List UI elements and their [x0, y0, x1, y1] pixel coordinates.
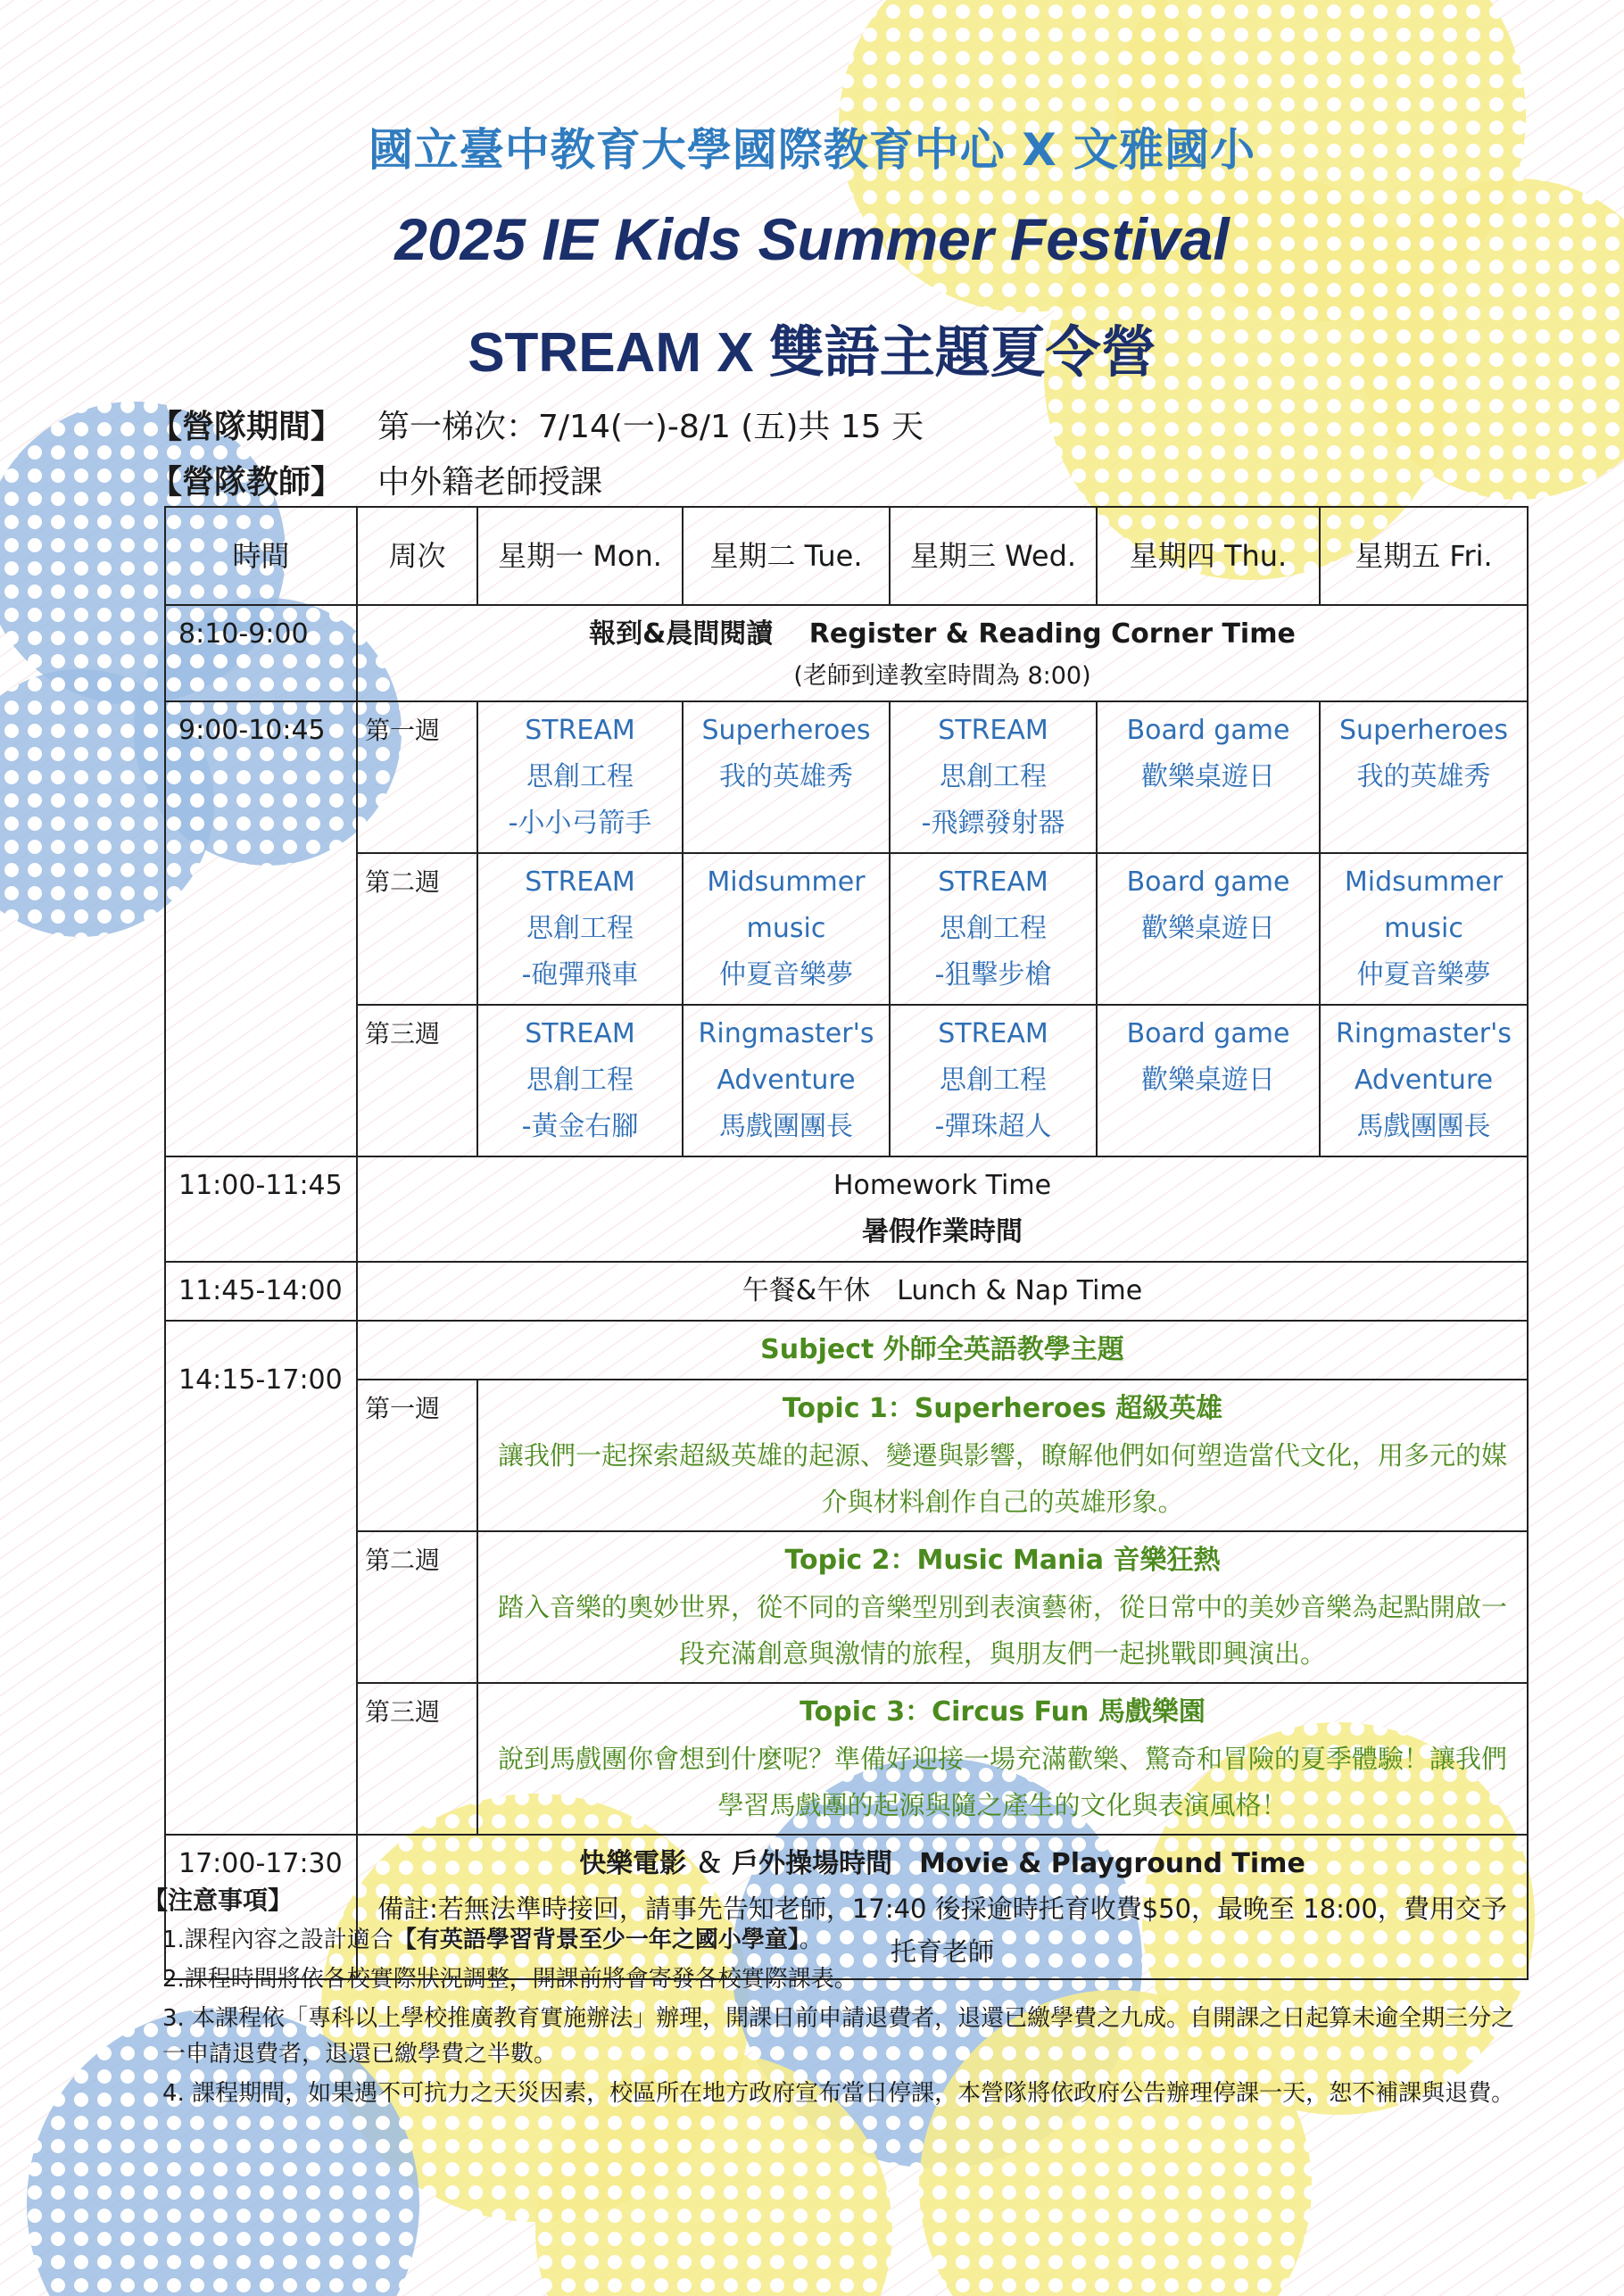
week-label: 第二週	[357, 853, 477, 1005]
header-wed: 星期三 Wed.	[890, 507, 1097, 605]
cell-line: -黃金右腳	[521, 1111, 639, 1142]
cell-line: 思創工程	[526, 1065, 634, 1096]
note-item-2: 2.課程時間將依各校實際狀況調整，開課前將會寄發各校實際課表。	[162, 1966, 858, 1993]
cell-line: Board game	[1126, 1018, 1290, 1049]
topic-title: Topic 3：Circus Fun 馬戲樂園	[800, 1696, 1206, 1728]
note-item-1	[143, 1922, 1535, 1958]
topic-title: Topic 1：Superheroes 超級英雄	[782, 1393, 1223, 1424]
cell-line: STREAM	[938, 1018, 1048, 1049]
cell-line: music	[746, 913, 826, 944]
morning-time: 9:00-10:45	[165, 701, 357, 1156]
cell-line: Board game	[1126, 866, 1290, 898]
week1-tue	[683, 701, 890, 853]
week3-thu	[1097, 1005, 1320, 1156]
week2-mon	[477, 853, 683, 1005]
event-title: 2025 IE Kids Summer Festival	[394, 206, 1230, 272]
cell-line: 歡樂桌遊日	[1141, 913, 1275, 944]
afternoon-time: 14:15-17:00	[165, 1321, 357, 1835]
table-row	[165, 701, 1528, 853]
cell-line: Adventure	[717, 1065, 856, 1096]
homework-row	[165, 1156, 1528, 1262]
week-label: 第三週	[357, 1005, 477, 1156]
table-row	[165, 1380, 1528, 1531]
cell-line: Midsummer	[707, 866, 866, 898]
note-item-3: 3. 本課程依「專科以上學校推廣教育實施辦法」辦理，開課日前申請退費者，退還已繳學費之九成。自開課之日起算未逾全期三分之一申請退費者，退還已繳學費之半數。	[162, 2005, 1515, 2068]
topic-cell	[477, 1683, 1528, 1835]
topic-cell	[477, 1531, 1528, 1683]
register-time: 8:10-9:00	[165, 605, 357, 701]
week2-fri	[1320, 853, 1528, 1005]
week-label: 第二週	[357, 1531, 477, 1683]
camp-teacher-row	[150, 457, 602, 502]
cell-line: Superheroes	[1339, 715, 1508, 746]
header-mon: 星期一 Mon.	[477, 507, 683, 605]
week1-mon	[477, 701, 683, 853]
cell-line: 馬戲團團長	[719, 1111, 853, 1142]
camp-title: STREAM X 雙語主題夏令營	[468, 322, 1156, 384]
week2-wed	[890, 853, 1097, 1005]
note-item-4: 4. 課程期間，如果遇不可抗力之天災因素，校區所在地方政府宣布當日停課，本營隊將依政府公告辦理停課一天，恕不補課與退費。	[162, 2080, 1515, 2107]
organizer-title: 國立臺中教育大學國際教育中心 X 文雅國小	[368, 124, 1256, 176]
note-item-1-suffix: 。	[799, 1927, 823, 1953]
table-row	[165, 853, 1528, 1005]
week-label: 第一週	[357, 701, 477, 853]
cell-line: STREAM	[525, 866, 635, 898]
homework-time: 11:00-11:45	[165, 1156, 357, 1262]
schedule-table	[164, 506, 1529, 1980]
cell-line: 我的英雄秀	[1356, 761, 1491, 792]
lunch-time: 11:45-14:00	[165, 1262, 357, 1321]
week2-tue	[683, 853, 890, 1005]
cell-line: STREAM	[938, 715, 1048, 746]
evening-time: 17:00-17:30	[165, 1835, 357, 1979]
cell-line: STREAM	[525, 715, 635, 746]
notes-section	[143, 1883, 1535, 2111]
cell-line: 思創工程	[526, 761, 634, 792]
cell-line: STREAM	[938, 866, 1048, 898]
week3-tue	[683, 1005, 890, 1156]
lunch-cell: 午餐&午休 Lunch & Nap Time	[357, 1262, 1528, 1321]
camp-period-value: 第一梯次：7/14(一)-8/1 (五)共 15 天	[377, 409, 924, 445]
cell-line: 思創工程	[526, 913, 634, 944]
cell-line: music	[1384, 913, 1463, 944]
afternoon-subject-row	[165, 1321, 1528, 1380]
camp-teacher-label: 【營隊教師】	[150, 464, 344, 501]
cell-line: -小小弓箭手	[508, 808, 652, 839]
homework-line-2: 暑假作業時間	[862, 1216, 1023, 1247]
cell-line: Superheroes	[701, 715, 871, 746]
topic-description: 說到馬戲團你會想到什麼呢？準備好迎接一場充滿歡樂、驚奇和冒險的夏季體驗！讓我們學習馬戲團的起源與隨之產生的文化與表演風格！	[497, 1744, 1507, 1820]
week2-thu	[1097, 853, 1320, 1005]
cell-line: 馬戲團團長	[1356, 1111, 1491, 1142]
cell-line: -砲彈飛車	[521, 959, 639, 991]
camp-period-label: 【營隊期間】	[150, 409, 344, 445]
table-row	[165, 1683, 1528, 1835]
table-row	[165, 1531, 1528, 1683]
note-item-1-emphasis: 【有英語學習背景至少一年之國小學童】	[393, 1927, 800, 1953]
cell-line: -飛鏢發射器	[921, 808, 1065, 839]
cell-line: 思創工程	[940, 1065, 1047, 1096]
camp-teacher-value: 中外籍老師授課	[377, 464, 603, 501]
homework-cell	[357, 1156, 1528, 1262]
cell-line: Ringmaster's	[1336, 1018, 1512, 1049]
cell-line: 仲夏音樂夢	[1356, 959, 1491, 991]
cell-line: Midsummer	[1344, 866, 1504, 898]
cell-line: 仲夏音樂夢	[719, 959, 853, 991]
homework-line-1: Homework Time	[833, 1170, 1052, 1201]
topic-title: Topic 2：Music Mania 音樂狂熱	[784, 1545, 1221, 1576]
cell-line: Adventure	[1354, 1065, 1494, 1096]
notes-title: 【注意事項】	[143, 1886, 294, 1915]
header-tue: 星期二 Tue.	[683, 507, 890, 605]
week1-fri	[1320, 701, 1528, 853]
header-week: 周次	[357, 507, 477, 605]
week3-mon	[477, 1005, 683, 1156]
cell-line: Ringmaster's	[698, 1018, 874, 1049]
lunch-row	[165, 1262, 1528, 1321]
table-header-row	[165, 507, 1528, 605]
cell-line: 歡樂桌遊日	[1141, 761, 1275, 792]
camp-period-row	[150, 402, 924, 447]
header-fri: 星期五 Fri.	[1320, 507, 1528, 605]
cell-line: Board game	[1126, 715, 1290, 746]
week1-thu	[1097, 701, 1320, 853]
week3-fri	[1320, 1005, 1528, 1156]
register-cell	[357, 605, 1528, 701]
cell-line: -狙擊步槍	[934, 959, 1052, 991]
note-item-1-prefix: 1.課程內容之設計適合	[162, 1927, 394, 1953]
topic-cell	[477, 1380, 1528, 1531]
cell-line: 思創工程	[940, 761, 1047, 792]
topic-description: 踏入音樂的奧妙世界，從不同的音樂型別到表演藝術，從日常中的美妙音樂為起點開啟一段充滿創意與激情的旅程，與朋友們一起挑戰即興演出。	[497, 1592, 1507, 1669]
topic-description: 讓我們一起探索超級英雄的起源、變遷與影響，瞭解他們如何塑造當代文化，用多元的媒介與材料創作自己的英雄形象。	[497, 1440, 1507, 1517]
cell-line: 思創工程	[940, 913, 1047, 944]
table-row	[165, 1005, 1528, 1156]
week1-wed	[890, 701, 1097, 853]
evening-note: 備註:若無法準時接回，請事先告知老師，17:40 後採逾時托育收費$50，最晚至 18:00，費用交予托育老師	[377, 1894, 1507, 1967]
week3-wed	[890, 1005, 1097, 1156]
header-thu: 星期四 Thu.	[1097, 507, 1320, 605]
cell-line: -彈珠超人	[934, 1111, 1052, 1142]
week-label: 第三週	[357, 1683, 477, 1835]
register-line-2: (老師到達教室時間為 8:00)	[793, 662, 1091, 690]
week-label: 第一週	[357, 1380, 477, 1531]
header-time: 時間	[165, 507, 357, 605]
cell-line: STREAM	[525, 1018, 635, 1049]
afternoon-subject: Subject 外師全英語教學主題	[357, 1321, 1528, 1380]
evening-title: 快樂電影 ＆ 戶外操場時間 Movie & Playground Time	[579, 1848, 1305, 1879]
register-line-1: 報到&晨間閱讀 Register & Reading Corner Time	[589, 618, 1296, 650]
cell-line: 我的英雄秀	[719, 761, 853, 792]
cell-line: 歡樂桌遊日	[1141, 1065, 1275, 1096]
register-row	[165, 605, 1528, 701]
